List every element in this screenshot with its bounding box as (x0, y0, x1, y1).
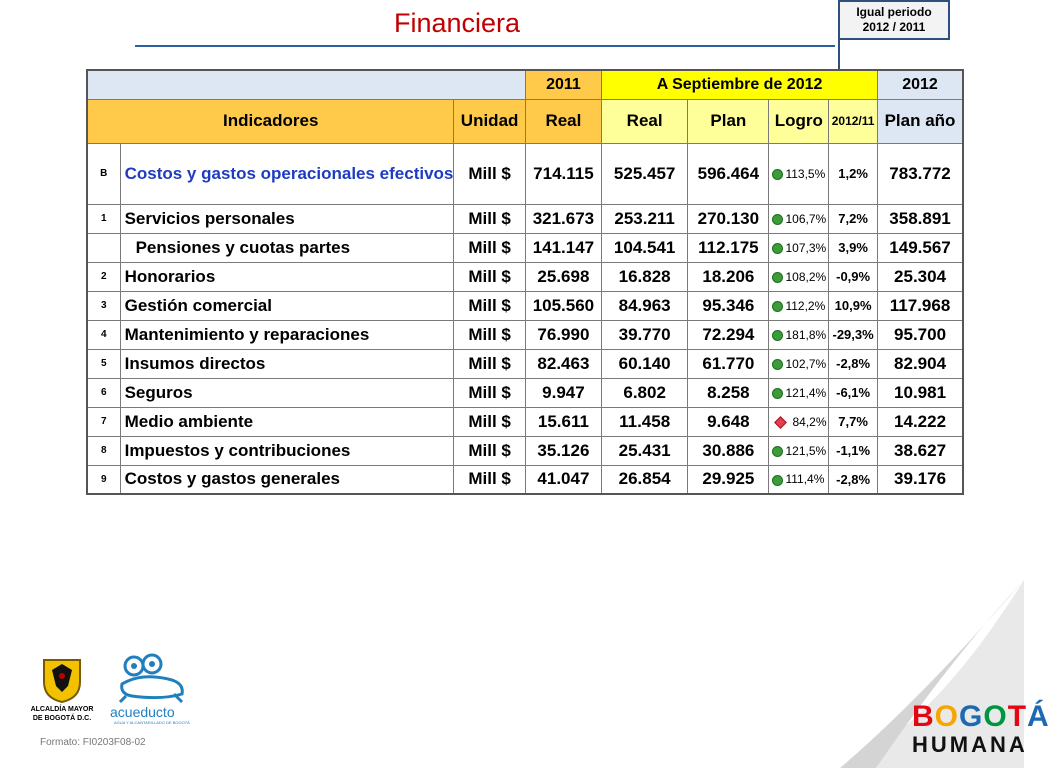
group-header-2011: 2011 (525, 70, 601, 99)
col-unidad: Unidad (454, 99, 525, 143)
row-indicator-name: Honorarios (120, 262, 454, 291)
row-logro (769, 204, 829, 233)
row-real-2011: 25.698 (525, 262, 601, 291)
logro-value: 102,7% (785, 356, 827, 371)
row-plan: 112.175 (688, 233, 769, 262)
comparison-note-box (838, 0, 950, 40)
row-plan-anio: 14.222 (878, 407, 963, 436)
table-row (87, 291, 963, 320)
row-indicator-name: Impuestos y contribuciones (120, 436, 454, 465)
row-variation: 10,9% (829, 291, 878, 320)
row-plan: 72.294 (688, 320, 769, 349)
row-unit: Mill $ (454, 407, 525, 436)
row-real-2011: 9.947 (525, 378, 601, 407)
status-green-dot-icon (772, 272, 783, 283)
row-real: 26.854 (602, 465, 688, 494)
humana-wordmark: HUMANA (912, 732, 1028, 757)
logro-value: 106,7% (785, 211, 827, 226)
row-unit: Mill $ (454, 204, 525, 233)
row-variation: 1,2% (829, 143, 878, 204)
row-real-2011: 35.126 (525, 436, 601, 465)
row-indicator-name: Costos y gastos generales (120, 465, 454, 494)
row-plan-anio: 25.304 (878, 262, 963, 291)
row-variation: -2,8% (829, 349, 878, 378)
row-plan: 61.770 (688, 349, 769, 378)
col-indicadores: Indicadores (87, 99, 454, 143)
note-line-2: 2012 / 2011 (862, 20, 926, 34)
row-real-2011: 321.673 (525, 204, 601, 233)
logro-value: 111,4% (785, 472, 825, 487)
row-unit: Mill $ (454, 143, 525, 204)
row-plan-anio: 117.968 (878, 291, 963, 320)
row-indicator-name: Costos y gastos operacionales efectivos (120, 143, 454, 204)
group-header-row (87, 70, 963, 99)
row-number: 8 (87, 436, 120, 465)
table-row (87, 407, 963, 436)
status-green-dot-icon (772, 330, 783, 341)
bogota-wordmark: BOGOTÁ (912, 700, 1050, 733)
row-plan: 8.258 (688, 378, 769, 407)
row-indicator-name: Seguros (120, 378, 454, 407)
row-real-2011: 105.560 (525, 291, 601, 320)
status-green-dot-icon (772, 359, 783, 370)
status-red-diamond-icon (775, 416, 788, 429)
row-logro (769, 465, 829, 494)
row-indicator-name: Insumos directos (120, 349, 454, 378)
row-plan: 95.346 (688, 291, 769, 320)
row-indicator-name: Servicios personales (120, 204, 454, 233)
row-plan-anio: 783.772 (878, 143, 963, 204)
table-row (87, 262, 963, 291)
logro-value: 112,2% (785, 298, 826, 313)
row-variation: 7,7% (829, 407, 878, 436)
row-unit: Mill $ (454, 291, 525, 320)
row-real: 84.963 (602, 291, 688, 320)
row-indicator-name: Pensiones y cuotas partes (120, 233, 454, 262)
table-row (87, 436, 963, 465)
table-row (87, 378, 963, 407)
table-body (87, 143, 963, 494)
row-plan: 596.464 (688, 143, 769, 204)
row-real: 25.431 (602, 436, 688, 465)
col-real: Real (602, 99, 688, 143)
row-indicator-name: Gestión comercial (120, 291, 454, 320)
row-plan-anio: 39.176 (878, 465, 963, 494)
row-logro (769, 349, 829, 378)
row-plan-anio: 358.891 (878, 204, 963, 233)
page-title: Financiera (394, 8, 521, 38)
row-number: 5 (87, 349, 120, 378)
col-plan: Plan (688, 99, 769, 143)
row-indicator-name: Mantenimiento y reparaciones (120, 320, 454, 349)
row-real: 104.541 (602, 233, 688, 262)
row-unit: Mill $ (454, 320, 525, 349)
table-row (87, 143, 963, 204)
status-green-dot-icon (772, 446, 783, 457)
note-connector (838, 40, 840, 69)
acueducto-subtitle: AGUA Y ALCANTARILLADO DE BOGOTÁ (114, 720, 190, 725)
row-logro (769, 436, 829, 465)
row-number: 3 (87, 291, 120, 320)
group-header-period: A Septiembre de 2012 (602, 70, 878, 99)
row-unit: Mill $ (454, 378, 525, 407)
logro-value: 181,8% (785, 327, 827, 342)
row-unit: Mill $ (454, 465, 525, 494)
row-unit: Mill $ (454, 349, 525, 378)
row-variation: -2,8% (829, 465, 878, 494)
indicators-table (86, 69, 964, 495)
status-green-dot-icon (772, 214, 783, 225)
col-real-2011: Real (525, 99, 601, 143)
row-plan-anio: 82.904 (878, 349, 963, 378)
row-logro (769, 407, 829, 436)
row-real-2011: 15.611 (525, 407, 601, 436)
table-row (87, 465, 963, 494)
row-logro (769, 143, 829, 204)
row-unit: Mill $ (454, 233, 525, 262)
row-real: 253.211 (602, 204, 688, 233)
row-logro (769, 291, 829, 320)
row-number (87, 233, 120, 262)
alcaldia-line-1: ALCALDÍA MAYOR (30, 706, 94, 713)
row-real-2011: 82.463 (525, 349, 601, 378)
col-variation: 2012/11 (829, 99, 878, 143)
row-variation: 3,9% (829, 233, 878, 262)
row-number: 1 (87, 204, 120, 233)
alcaldia-shield-logo (40, 656, 84, 704)
row-variation: -1,1% (829, 436, 878, 465)
row-number: 6 (87, 378, 120, 407)
group-header-blank (87, 70, 525, 99)
row-number: B (87, 143, 120, 204)
row-logro (769, 262, 829, 291)
row-real-2011: 141.147 (525, 233, 601, 262)
group-header-2012: 2012 (878, 70, 963, 99)
status-green-dot-icon (772, 475, 783, 486)
row-number: 4 (87, 320, 120, 349)
row-indicator-name: Medio ambiente (120, 407, 454, 436)
row-plan: 18.206 (688, 262, 769, 291)
row-real-2011: 714.115 (525, 143, 601, 204)
table-row (87, 204, 963, 233)
row-variation: -29,3% (829, 320, 878, 349)
logro-value: 121,5% (785, 443, 827, 458)
row-real: 16.828 (602, 262, 688, 291)
logro-value: 107,3% (785, 240, 827, 255)
status-green-dot-icon (772, 243, 783, 254)
table-row (87, 349, 963, 378)
status-green-dot-icon (772, 301, 783, 312)
row-variation: -6,1% (829, 378, 878, 407)
logro-value: 113,5% (785, 166, 826, 181)
row-variation: -0,9% (829, 262, 878, 291)
acueducto-wordmark: acueducto (110, 704, 175, 720)
row-real-2011: 41.047 (525, 465, 601, 494)
row-plan-anio: 95.700 (878, 320, 963, 349)
row-real: 6.802 (602, 378, 688, 407)
row-plan: 29.925 (688, 465, 769, 494)
row-number: 2 (87, 262, 120, 291)
row-logro (769, 233, 829, 262)
row-number: 9 (87, 465, 120, 494)
row-plan: 270.130 (688, 204, 769, 233)
row-plan: 9.648 (688, 407, 769, 436)
row-real: 60.140 (602, 349, 688, 378)
acueducto-frog-logo (112, 654, 192, 704)
alcaldia-line-2: DE BOGOTÁ D.C. (32, 715, 92, 722)
row-logro (769, 320, 829, 349)
table-row (87, 233, 963, 262)
row-real: 525.457 (602, 143, 688, 204)
logro-value: 121,4% (785, 385, 827, 400)
row-plan-anio: 10.981 (878, 378, 963, 407)
table-row (87, 320, 963, 349)
note-line-1: Igual periodo (856, 5, 932, 19)
row-plan-anio: 149.567 (878, 233, 963, 262)
row-unit: Mill $ (454, 262, 525, 291)
row-logro (769, 378, 829, 407)
col-plan-anio: Plan año (878, 99, 963, 143)
row-real: 11.458 (602, 407, 688, 436)
status-green-dot-icon (772, 388, 783, 399)
status-green-dot-icon (772, 169, 783, 180)
row-real-2011: 76.990 (525, 320, 601, 349)
row-number: 7 (87, 407, 120, 436)
alcaldia-label (26, 705, 98, 723)
row-plan-anio: 38.627 (878, 436, 963, 465)
row-plan: 30.886 (688, 436, 769, 465)
row-variation: 7,2% (829, 204, 878, 233)
col-logro: Logro (769, 99, 829, 143)
format-code: Formato: FI0203F08-02 (40, 737, 146, 748)
logro-value: 108,2% (785, 269, 827, 284)
row-real: 39.770 (602, 320, 688, 349)
logro-value: 84,2% (792, 414, 827, 429)
column-header-row (87, 99, 963, 143)
title-underline (135, 45, 835, 47)
row-unit: Mill $ (454, 436, 525, 465)
